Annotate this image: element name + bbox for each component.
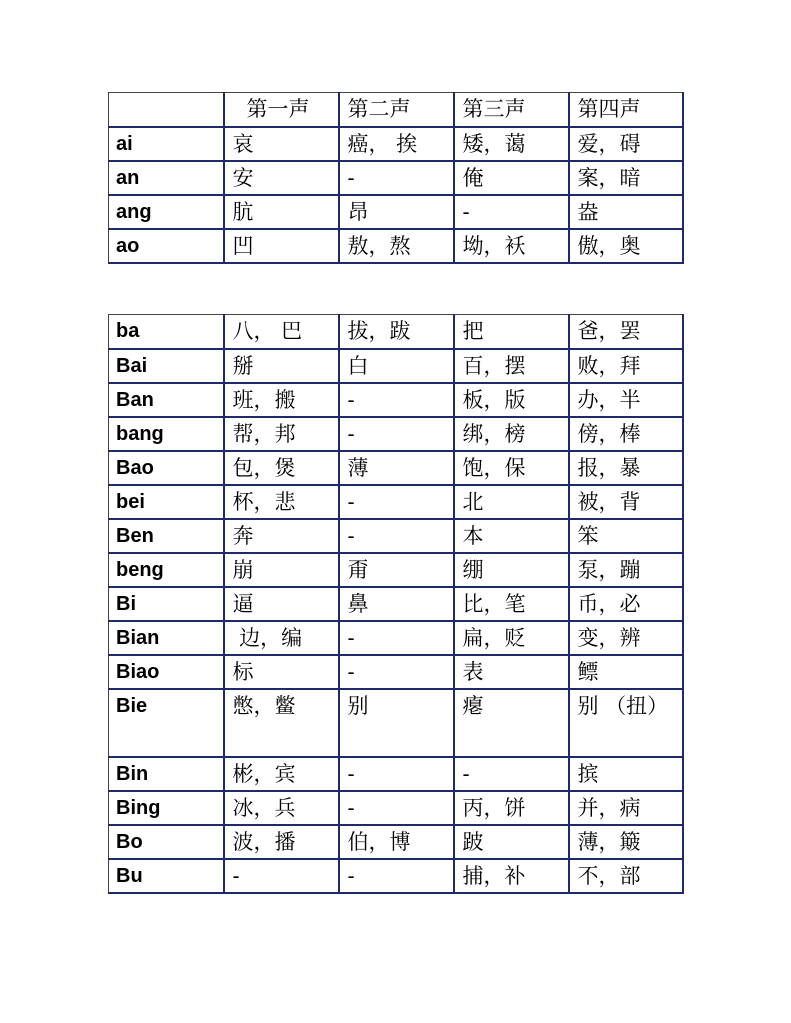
tone4-cell: 鳔 bbox=[569, 655, 683, 689]
tone4-cell: 不，部 bbox=[569, 859, 683, 893]
syllable-cell: ang bbox=[109, 195, 224, 229]
tone2-cell: - bbox=[339, 161, 454, 195]
tone3-cell: 板，版 bbox=[454, 383, 569, 417]
tone3-cell: 把 bbox=[454, 315, 569, 349]
syllable-cell: an bbox=[109, 161, 224, 195]
tone4-cell: 币，必 bbox=[569, 587, 683, 621]
syllable-cell: Bu bbox=[109, 859, 224, 893]
tone1-cell: 肮 bbox=[224, 195, 339, 229]
tone4-cell: 别 （扭） bbox=[569, 689, 683, 757]
tone4-cell: 报，暴 bbox=[569, 451, 683, 485]
syllable-cell: Bo bbox=[109, 825, 224, 859]
table-row bbox=[109, 417, 683, 451]
header-row bbox=[109, 93, 683, 127]
table-row bbox=[109, 519, 683, 553]
tone2-cell: 癌， 挨 bbox=[339, 127, 454, 161]
table-row bbox=[109, 553, 683, 587]
tone3-cell: 绷 bbox=[454, 553, 569, 587]
tone4-cell: 傲，奥 bbox=[569, 229, 683, 263]
tone2-cell: 白 bbox=[339, 349, 454, 383]
tone2-cell: 拔，跋 bbox=[339, 315, 454, 349]
header-cell-tone4: 第四声 bbox=[569, 93, 683, 127]
tone3-cell: 丙，饼 bbox=[454, 791, 569, 825]
tone2-cell: - bbox=[339, 485, 454, 519]
table-row bbox=[109, 587, 683, 621]
table-row bbox=[109, 655, 683, 689]
syllable-cell: Bian bbox=[109, 621, 224, 655]
tone2-cell: - bbox=[339, 519, 454, 553]
tone3-cell: 北 bbox=[454, 485, 569, 519]
tone2-cell: 薄 bbox=[339, 451, 454, 485]
syllable-cell: Biao bbox=[109, 655, 224, 689]
syllable-cell: Ben bbox=[109, 519, 224, 553]
table-row bbox=[109, 349, 683, 383]
table-row bbox=[109, 161, 683, 195]
tone1-cell: 憋，鳖 bbox=[224, 689, 339, 757]
syllable-cell: bei bbox=[109, 485, 224, 519]
tone3-cell: 饱，保 bbox=[454, 451, 569, 485]
tone1-cell: 崩 bbox=[224, 553, 339, 587]
pinyin-table-b-group bbox=[108, 314, 684, 894]
tone3-cell: 百，摆 bbox=[454, 349, 569, 383]
tone3-cell: 俺 bbox=[454, 161, 569, 195]
tone4-cell: 泵，蹦 bbox=[569, 553, 683, 587]
tone4-cell: 变，辨 bbox=[569, 621, 683, 655]
tone1-cell: - bbox=[224, 859, 339, 893]
syllable-cell: beng bbox=[109, 553, 224, 587]
table-row bbox=[109, 825, 683, 859]
tone4-cell: 薄，簸 bbox=[569, 825, 683, 859]
table-row bbox=[109, 315, 683, 349]
tone1-cell: 冰，兵 bbox=[224, 791, 339, 825]
tone4-cell: 办，半 bbox=[569, 383, 683, 417]
tone4-cell: 笨 bbox=[569, 519, 683, 553]
tone2-cell: 甭 bbox=[339, 553, 454, 587]
tone3-cell: 矮，蔼 bbox=[454, 127, 569, 161]
tone2-cell: 伯，博 bbox=[339, 825, 454, 859]
table-row bbox=[109, 485, 683, 519]
header-cell-tone2: 第二声 bbox=[339, 93, 454, 127]
table-row bbox=[109, 229, 683, 263]
tone2-cell: - bbox=[339, 417, 454, 451]
syllable-cell: Bao bbox=[109, 451, 224, 485]
tone3-cell: 比，笔 bbox=[454, 587, 569, 621]
tone2-cell: - bbox=[339, 791, 454, 825]
tone2-cell: 别 bbox=[339, 689, 454, 757]
tone3-cell: 捕，补 bbox=[454, 859, 569, 893]
tone2-cell: - bbox=[339, 383, 454, 417]
tone4-cell: 摈 bbox=[569, 757, 683, 791]
table-row bbox=[109, 127, 683, 161]
syllable-cell: Bing bbox=[109, 791, 224, 825]
tone1-cell: 掰 bbox=[224, 349, 339, 383]
tone2-cell: 昂 bbox=[339, 195, 454, 229]
table-row bbox=[109, 451, 683, 485]
syllable-cell: ba bbox=[109, 315, 224, 349]
tone3-cell: 表 bbox=[454, 655, 569, 689]
table-row bbox=[109, 859, 683, 893]
tone1-cell: 安 bbox=[224, 161, 339, 195]
tone2-cell: - bbox=[339, 859, 454, 893]
tone1-cell: 凹 bbox=[224, 229, 339, 263]
tone3-cell: - bbox=[454, 195, 569, 229]
tone1-cell: 班，搬 bbox=[224, 383, 339, 417]
tone4-cell: 败，拜 bbox=[569, 349, 683, 383]
tone4-cell: 案，暗 bbox=[569, 161, 683, 195]
tone1-cell: 哀 bbox=[224, 127, 339, 161]
syllable-cell: Ban bbox=[109, 383, 224, 417]
tone2-cell: - bbox=[339, 621, 454, 655]
table-row bbox=[109, 791, 683, 825]
tone1-cell: 包，煲 bbox=[224, 451, 339, 485]
tone3-cell: 跛 bbox=[454, 825, 569, 859]
syllable-cell: ao bbox=[109, 229, 224, 263]
syllable-cell: bang bbox=[109, 417, 224, 451]
tone3-cell: 扁，贬 bbox=[454, 621, 569, 655]
pinyin-table-a-group bbox=[108, 92, 684, 264]
tone1-cell: 帮，邦 bbox=[224, 417, 339, 451]
tone1-cell: 边，编 bbox=[224, 621, 339, 655]
table-row bbox=[109, 621, 683, 655]
tone3-cell: 坳，袄 bbox=[454, 229, 569, 263]
table-row bbox=[109, 757, 683, 791]
tone2-cell: 敖，熬 bbox=[339, 229, 454, 263]
table-row bbox=[109, 383, 683, 417]
syllable-cell: ai bbox=[109, 127, 224, 161]
tone1-cell: 标 bbox=[224, 655, 339, 689]
header-cell-tone1: 第一声 bbox=[224, 93, 339, 127]
tone2-cell: 鼻 bbox=[339, 587, 454, 621]
tone3-cell: 绑，榜 bbox=[454, 417, 569, 451]
tone4-cell: 被，背 bbox=[569, 485, 683, 519]
tone3-cell: 瘪 bbox=[454, 689, 569, 757]
tone1-cell: 奔 bbox=[224, 519, 339, 553]
table-row bbox=[109, 689, 683, 757]
header-cell-blank bbox=[109, 93, 224, 127]
syllable-cell: Bin bbox=[109, 757, 224, 791]
tone1-cell: 逼 bbox=[224, 587, 339, 621]
tone1-cell: 杯，悲 bbox=[224, 485, 339, 519]
syllable-cell: Bai bbox=[109, 349, 224, 383]
tone4-cell: 并，病 bbox=[569, 791, 683, 825]
tone2-cell: - bbox=[339, 757, 454, 791]
tone4-cell: 盎 bbox=[569, 195, 683, 229]
header-cell-tone3: 第三声 bbox=[454, 93, 569, 127]
tone2-cell: - bbox=[339, 655, 454, 689]
tone1-cell: 波，播 bbox=[224, 825, 339, 859]
tone3-cell: - bbox=[454, 757, 569, 791]
syllable-cell: Bi bbox=[109, 587, 224, 621]
tone1-cell: 八， 巴 bbox=[224, 315, 339, 349]
tone4-cell: 傍，棒 bbox=[569, 417, 683, 451]
tone4-cell: 爸，罢 bbox=[569, 315, 683, 349]
table-row bbox=[109, 195, 683, 229]
syllable-cell: Bie bbox=[109, 689, 224, 757]
tone3-cell: 本 bbox=[454, 519, 569, 553]
tone1-cell: 彬，宾 bbox=[224, 757, 339, 791]
tone4-cell: 爱，碍 bbox=[569, 127, 683, 161]
